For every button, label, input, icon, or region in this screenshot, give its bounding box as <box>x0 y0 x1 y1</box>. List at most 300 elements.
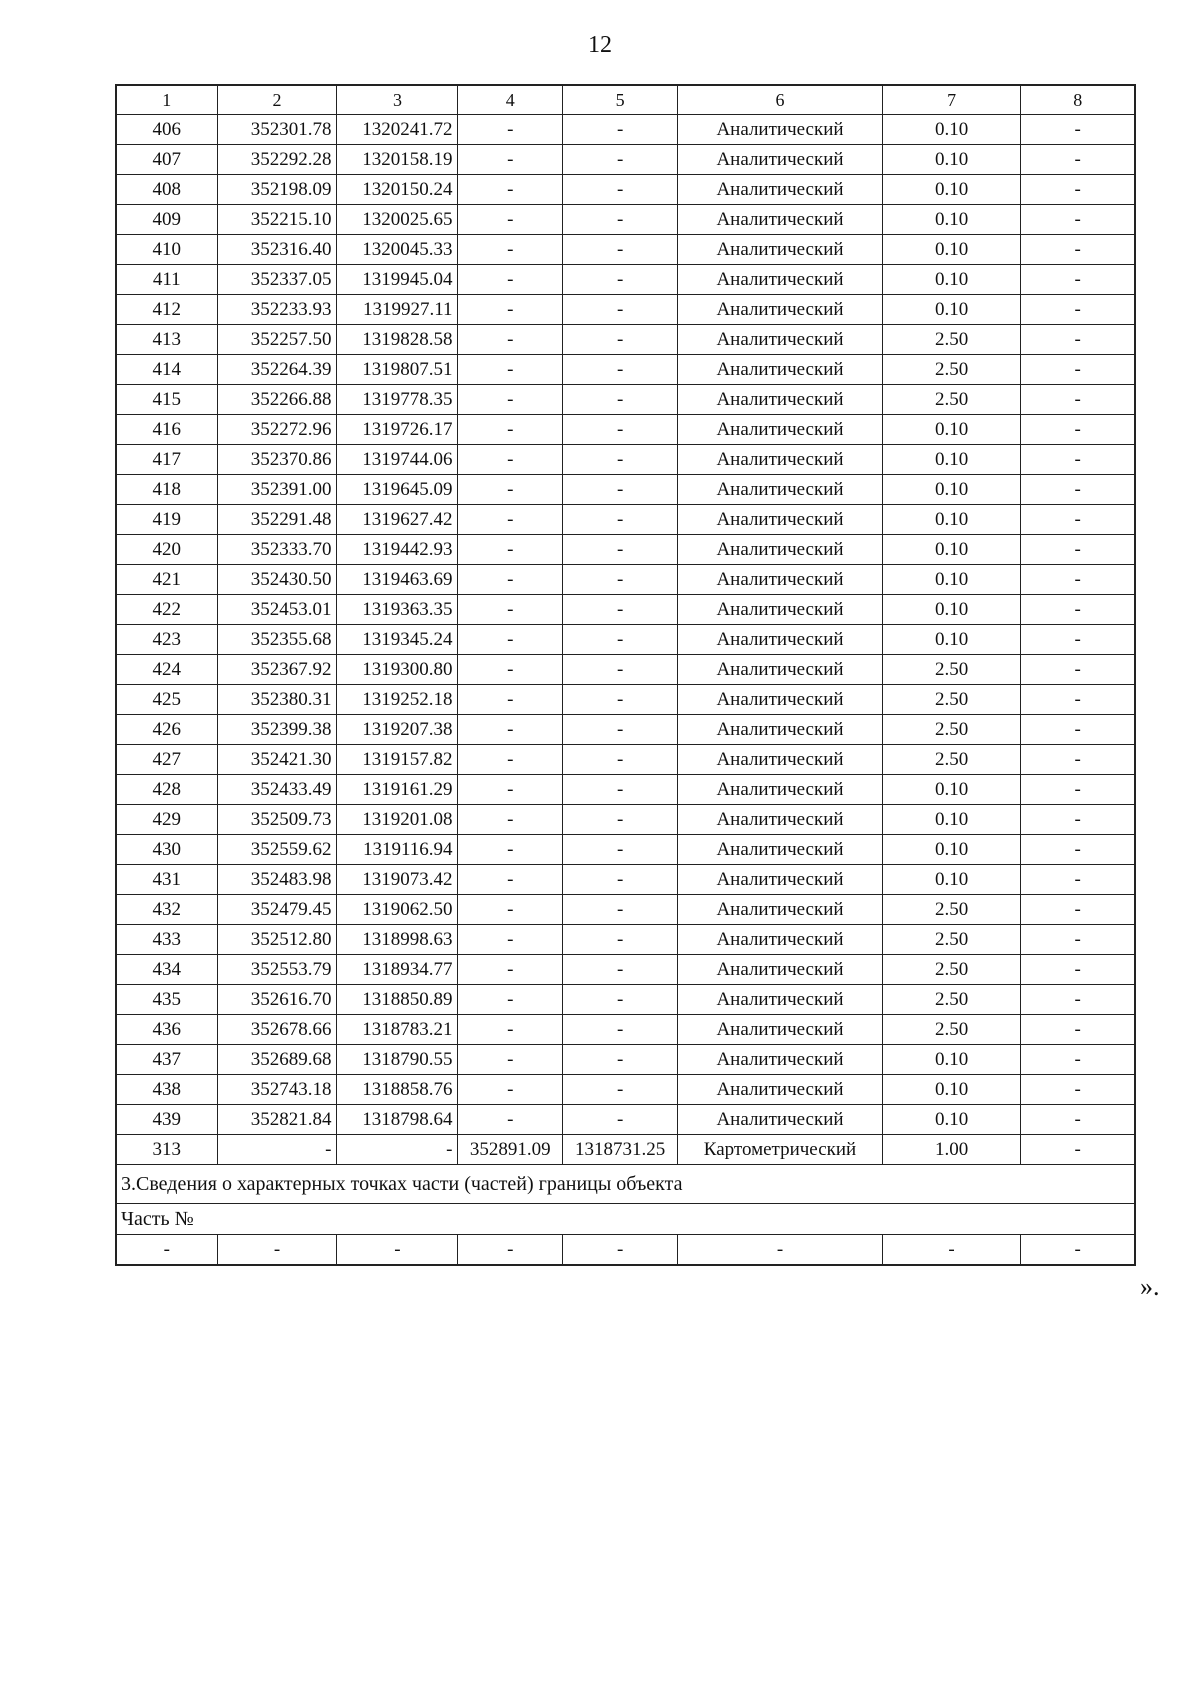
table-cell: 352391.00 <box>217 475 337 505</box>
table-cell: - <box>678 1235 883 1266</box>
table-cell: 433 <box>116 925 217 955</box>
table-cell: 408 <box>116 175 217 205</box>
table-cell: - <box>1021 655 1135 685</box>
table-cell: - <box>1021 625 1135 655</box>
table-cell: 352367.92 <box>217 655 337 685</box>
table-cell: - <box>1021 895 1135 925</box>
table-cell: - <box>1021 955 1135 985</box>
table-cell: 2.50 <box>882 955 1021 985</box>
table-cell: 352316.40 <box>217 235 337 265</box>
table-cell: 352512.80 <box>217 925 337 955</box>
table-cell: 1319161.29 <box>337 775 458 805</box>
column-header: 6 <box>678 85 883 115</box>
table-cell: - <box>563 835 678 865</box>
table-cell: 2.50 <box>882 985 1021 1015</box>
table-cell: 432 <box>116 895 217 925</box>
table-cell: - <box>563 1235 678 1266</box>
table-cell: - <box>563 535 678 565</box>
table-cell: 437 <box>116 1045 217 1075</box>
table-cell: 427 <box>116 745 217 775</box>
table-cell: 411 <box>116 265 217 295</box>
table-cell: - <box>1021 475 1135 505</box>
table-cell: Аналитический <box>678 1045 883 1075</box>
table-cell: - <box>458 505 563 535</box>
table-cell: Аналитический <box>678 655 883 685</box>
table-cell: Аналитический <box>678 565 883 595</box>
table-cell: 352264.39 <box>217 355 337 385</box>
table-cell: 2.50 <box>882 715 1021 745</box>
table-cell: Аналитический <box>678 1075 883 1105</box>
table-cell: - <box>458 115 563 145</box>
table-cell: - <box>1021 805 1135 835</box>
column-header: 1 <box>116 85 217 115</box>
table-cell: 352370.86 <box>217 445 337 475</box>
table-row <box>116 325 1135 355</box>
table-cell: Аналитический <box>678 715 883 745</box>
table-cell: 352678.66 <box>217 1015 337 1045</box>
table-cell: 1319645.09 <box>337 475 458 505</box>
table-cell: Аналитический <box>678 235 883 265</box>
table-cell: 0.10 <box>882 145 1021 175</box>
table-cell: Аналитический <box>678 385 883 415</box>
table-cell: 1319157.82 <box>337 745 458 775</box>
table-row <box>116 1045 1135 1075</box>
table-cell: 0.10 <box>882 805 1021 835</box>
table-cell: - <box>563 895 678 925</box>
column-header: 3 <box>337 85 458 115</box>
table-cell: 1318858.76 <box>337 1075 458 1105</box>
table-cell: 1319073.42 <box>337 865 458 895</box>
table-cell: 352509.73 <box>217 805 337 835</box>
table-cell: 0.10 <box>882 115 1021 145</box>
table-cell: - <box>1021 1135 1135 1165</box>
table-cell: Аналитический <box>678 775 883 805</box>
table-cell: - <box>458 1105 563 1135</box>
table-cell: 352380.31 <box>217 685 337 715</box>
table-cell: - <box>458 655 563 685</box>
table-cell: - <box>458 775 563 805</box>
table-cell: - <box>458 805 563 835</box>
table-row <box>116 505 1135 535</box>
table-cell: - <box>458 445 563 475</box>
table-cell: - <box>458 565 563 595</box>
table-cell: Аналитический <box>678 415 883 445</box>
table-cell: 0.10 <box>882 1075 1021 1105</box>
column-header: 4 <box>458 85 563 115</box>
table-row <box>116 115 1135 145</box>
table-cell: - <box>563 175 678 205</box>
table-cell: 0.10 <box>882 505 1021 535</box>
table-cell: - <box>458 175 563 205</box>
table-cell: 410 <box>116 235 217 265</box>
table-cell: 1319207.38 <box>337 715 458 745</box>
table-cell: 1319778.35 <box>337 385 458 415</box>
table-cell: - <box>563 265 678 295</box>
table-cell: Аналитический <box>678 265 883 295</box>
table-cell: 1319463.69 <box>337 565 458 595</box>
table-row <box>116 1015 1135 1045</box>
table-cell: - <box>458 745 563 775</box>
table-cell: - <box>458 1045 563 1075</box>
table-cell: - <box>1021 925 1135 955</box>
table-cell: 415 <box>116 385 217 415</box>
table-cell: 352355.68 <box>217 625 337 655</box>
table-cell: Аналитический <box>678 355 883 385</box>
table-cell: 352821.84 <box>217 1105 337 1135</box>
table-cell: 0.10 <box>882 475 1021 505</box>
table-cell: 0.10 <box>882 295 1021 325</box>
table-cell: - <box>458 235 563 265</box>
table-cell: - <box>458 295 563 325</box>
table-cell: 1318731.25 <box>563 1135 678 1165</box>
table-cell: - <box>1021 595 1135 625</box>
table-cell: Аналитический <box>678 145 883 175</box>
table-cell: - <box>1021 985 1135 1015</box>
table-row <box>116 955 1135 985</box>
table-cell: 2.50 <box>882 325 1021 355</box>
table-cell: 1319062.50 <box>337 895 458 925</box>
table-row <box>116 805 1135 835</box>
table-cell: Аналитический <box>678 445 883 475</box>
table-row <box>116 385 1135 415</box>
table-cell: 0.10 <box>882 625 1021 655</box>
table-cell: - <box>458 985 563 1015</box>
table-row <box>116 175 1135 205</box>
boundary-points-table <box>115 84 1136 1266</box>
table-cell: 407 <box>116 145 217 175</box>
table-cell: 435 <box>116 985 217 1015</box>
table-row <box>116 595 1135 625</box>
table-cell: - <box>1021 445 1135 475</box>
table-cell: 418 <box>116 475 217 505</box>
table-cell: 434 <box>116 955 217 985</box>
table-cell: - <box>563 205 678 235</box>
table-cell: - <box>1021 865 1135 895</box>
table-cell: 2.50 <box>882 355 1021 385</box>
table-cell: 0.10 <box>882 535 1021 565</box>
table-cell: 2.50 <box>882 895 1021 925</box>
table-cell: Аналитический <box>678 865 883 895</box>
table-cell: Аналитический <box>678 805 883 835</box>
table-cell: 1319927.11 <box>337 295 458 325</box>
table-cell: - <box>1021 775 1135 805</box>
column-header: 8 <box>1021 85 1135 115</box>
table-cell: 412 <box>116 295 217 325</box>
table-cell: 1318798.64 <box>337 1105 458 1135</box>
column-header: 7 <box>882 85 1021 115</box>
table-header-row <box>116 85 1135 115</box>
table-cell: Аналитический <box>678 625 883 655</box>
table-cell: Аналитический <box>678 205 883 235</box>
table-cell: 0.10 <box>882 595 1021 625</box>
table-row <box>116 925 1135 955</box>
table-cell: 431 <box>116 865 217 895</box>
table-cell: 352433.49 <box>217 775 337 805</box>
table-cell: - <box>458 265 563 295</box>
table-cell: - <box>1021 1235 1135 1266</box>
table-cell: 352553.79 <box>217 955 337 985</box>
table-cell: Аналитический <box>678 325 883 355</box>
table-cell: - <box>1021 715 1135 745</box>
table-cell: - <box>337 1135 458 1165</box>
table-cell: 438 <box>116 1075 217 1105</box>
table-cell: - <box>458 595 563 625</box>
table-cell: 0.10 <box>882 1105 1021 1135</box>
table-cell: 352301.78 <box>217 115 337 145</box>
table-row <box>116 1235 1135 1266</box>
table-cell: 352333.70 <box>217 535 337 565</box>
table-row <box>116 625 1135 655</box>
table-cell: 352421.30 <box>217 745 337 775</box>
table-cell: 1319945.04 <box>337 265 458 295</box>
section-title: 3.Сведения о характерных точках части (частей) границы объекта <box>116 1165 1135 1204</box>
table-cell: - <box>563 235 678 265</box>
table-cell: - <box>1021 745 1135 775</box>
table-cell: 1318850.89 <box>337 985 458 1015</box>
table-row <box>116 145 1135 175</box>
table-row <box>116 1105 1135 1135</box>
table-cell: 0.10 <box>882 175 1021 205</box>
table-cell: - <box>563 865 678 895</box>
table-cell: Аналитический <box>678 955 883 985</box>
table-cell: 1319363.35 <box>337 595 458 625</box>
table-row <box>116 655 1135 685</box>
table-cell: 421 <box>116 565 217 595</box>
part-label-row <box>116 1204 1135 1235</box>
table-cell: 1319442.93 <box>337 535 458 565</box>
table-cell: 419 <box>116 505 217 535</box>
table-cell: 0.10 <box>882 415 1021 445</box>
closing-quote-mark: ». <box>1140 1272 1160 1301</box>
table-cell: - <box>337 1235 458 1266</box>
table-cell: - <box>563 475 678 505</box>
table-cell: - <box>458 955 563 985</box>
table-cell: - <box>563 1045 678 1075</box>
table-cell: 1318998.63 <box>337 925 458 955</box>
table-cell: - <box>1021 1045 1135 1075</box>
table-cell: 0.10 <box>882 265 1021 295</box>
table-cell: - <box>563 385 678 415</box>
table-cell: 352272.96 <box>217 415 337 445</box>
table-cell: 425 <box>116 685 217 715</box>
table-cell: Картометрический <box>678 1135 883 1165</box>
table-row <box>116 565 1135 595</box>
table-cell: 1318783.21 <box>337 1015 458 1045</box>
table-cell: 352743.18 <box>217 1075 337 1105</box>
table-cell: 352337.05 <box>217 265 337 295</box>
table-row <box>116 685 1135 715</box>
table-cell: - <box>563 715 678 745</box>
table-cell: 406 <box>116 115 217 145</box>
table-cell: 409 <box>116 205 217 235</box>
table-cell: 414 <box>116 355 217 385</box>
table-cell: 1320045.33 <box>337 235 458 265</box>
table-cell: - <box>563 685 678 715</box>
table-cell: Аналитический <box>678 1015 883 1045</box>
table-cell: 352479.45 <box>217 895 337 925</box>
table-cell: - <box>563 955 678 985</box>
table-cell: - <box>458 835 563 865</box>
table-cell: Аналитический <box>678 985 883 1015</box>
table-cell: Аналитический <box>678 595 883 625</box>
table-cell: 2.50 <box>882 1015 1021 1045</box>
table-cell: 352559.62 <box>217 835 337 865</box>
table-cell: - <box>458 475 563 505</box>
table-cell: - <box>458 925 563 955</box>
table-cell: 1319116.94 <box>337 835 458 865</box>
table-cell: 0.10 <box>882 235 1021 265</box>
table-cell: - <box>458 355 563 385</box>
table-cell: - <box>563 655 678 685</box>
table-cell: - <box>882 1235 1021 1266</box>
table-cell: - <box>1021 565 1135 595</box>
table-cell: 428 <box>116 775 217 805</box>
table-cell: - <box>1021 175 1135 205</box>
table-cell: - <box>458 325 563 355</box>
table-cell: 352233.93 <box>217 295 337 325</box>
table-cell: 1318934.77 <box>337 955 458 985</box>
table-row <box>116 865 1135 895</box>
table-cell: - <box>1021 1015 1135 1045</box>
table-cell: - <box>563 925 678 955</box>
table-cell: 352616.70 <box>217 985 337 1015</box>
table-cell: 0.10 <box>882 1045 1021 1075</box>
table-cell: Аналитический <box>678 685 883 715</box>
table-cell: - <box>563 505 678 535</box>
table-cell: 313 <box>116 1135 217 1165</box>
table-cell: 413 <box>116 325 217 355</box>
table-cell: - <box>458 415 563 445</box>
page-number: 12 <box>588 32 612 58</box>
table-cell: Аналитический <box>678 175 883 205</box>
column-header: 2 <box>217 85 337 115</box>
table-cell: - <box>1021 115 1135 145</box>
table-row <box>116 475 1135 505</box>
table-row <box>116 745 1135 775</box>
table-cell: 0.10 <box>882 775 1021 805</box>
table-cell: 352689.68 <box>217 1045 337 1075</box>
table-cell: Аналитический <box>678 535 883 565</box>
table-cell: - <box>563 145 678 175</box>
table-row <box>116 235 1135 265</box>
table-cell: 1319300.80 <box>337 655 458 685</box>
table-cell: - <box>1021 505 1135 535</box>
table-cell: 1320158.19 <box>337 145 458 175</box>
table-cell: 1320241.72 <box>337 115 458 145</box>
table-cell: - <box>1021 535 1135 565</box>
table-cell: - <box>1021 205 1135 235</box>
table-row <box>116 715 1135 745</box>
table-cell: Аналитический <box>678 1105 883 1135</box>
table-cell: - <box>458 385 563 415</box>
table-cell: - <box>563 805 678 835</box>
table-cell: - <box>458 1015 563 1045</box>
table-cell: - <box>563 745 678 775</box>
table-cell: - <box>563 565 678 595</box>
table-row <box>116 355 1135 385</box>
table-cell: - <box>563 415 678 445</box>
table-cell: 2.50 <box>882 385 1021 415</box>
table-cell: - <box>1021 145 1135 175</box>
table-row <box>116 1075 1135 1105</box>
table-cell: 352453.01 <box>217 595 337 625</box>
table-cell: - <box>1021 1105 1135 1135</box>
table-cell: 423 <box>116 625 217 655</box>
table-cell: 1319726.17 <box>337 415 458 445</box>
table-cell: 352266.88 <box>217 385 337 415</box>
table-cell: - <box>563 445 678 475</box>
table-cell: - <box>458 895 563 925</box>
table-cell: - <box>563 1075 678 1105</box>
table-cell: 430 <box>116 835 217 865</box>
table-cell: - <box>458 1235 563 1266</box>
table-cell: 0.10 <box>882 565 1021 595</box>
table-cell: 416 <box>116 415 217 445</box>
table-row <box>116 985 1135 1015</box>
table-cell: 352257.50 <box>217 325 337 355</box>
table-cell: 352430.50 <box>217 565 337 595</box>
table-cell: 352198.09 <box>217 175 337 205</box>
table-cell: - <box>458 535 563 565</box>
table-cell: 417 <box>116 445 217 475</box>
table-cell: - <box>458 685 563 715</box>
table-cell: 426 <box>116 715 217 745</box>
table-cell: 2.50 <box>882 925 1021 955</box>
table-cell: - <box>563 775 678 805</box>
table-cell: 1319201.08 <box>337 805 458 835</box>
table-cell: 1319627.42 <box>337 505 458 535</box>
table-cell: 352291.48 <box>217 505 337 535</box>
table-cell: 1320025.65 <box>337 205 458 235</box>
table-cell: 436 <box>116 1015 217 1045</box>
part-label: Часть № <box>116 1204 1135 1235</box>
table-cell: 0.10 <box>882 445 1021 475</box>
table-cell: 439 <box>116 1105 217 1135</box>
table-cell: - <box>563 295 678 325</box>
table-row <box>116 415 1135 445</box>
table-cell: Аналитический <box>678 475 883 505</box>
table-cell: - <box>563 595 678 625</box>
table-cell: 1319828.58 <box>337 325 458 355</box>
table-cell: - <box>563 325 678 355</box>
table-cell: Аналитический <box>678 745 883 775</box>
table-cell: - <box>1021 415 1135 445</box>
table-cell: - <box>1021 265 1135 295</box>
table-row <box>116 1135 1135 1165</box>
table-row <box>116 445 1135 475</box>
column-header: 5 <box>563 85 678 115</box>
table-cell: 2.50 <box>882 685 1021 715</box>
table-cell: 352483.98 <box>217 865 337 895</box>
table-row <box>116 775 1135 805</box>
table-cell: Аналитический <box>678 835 883 865</box>
table-cell: - <box>563 985 678 1015</box>
table-cell: - <box>116 1235 217 1266</box>
table-cell: - <box>563 1105 678 1135</box>
table-cell: Аналитический <box>678 505 883 535</box>
table-cell: Аналитический <box>678 895 883 925</box>
table-cell: 1.00 <box>882 1135 1021 1165</box>
table-cell: 1319345.24 <box>337 625 458 655</box>
table-body <box>116 85 1135 1265</box>
table-cell: 352215.10 <box>217 205 337 235</box>
table-row <box>116 205 1135 235</box>
table-cell: - <box>458 865 563 895</box>
section-title-row <box>116 1165 1135 1204</box>
table-cell: - <box>1021 325 1135 355</box>
table-cell: 1320150.24 <box>337 175 458 205</box>
table-cell: - <box>458 205 563 235</box>
